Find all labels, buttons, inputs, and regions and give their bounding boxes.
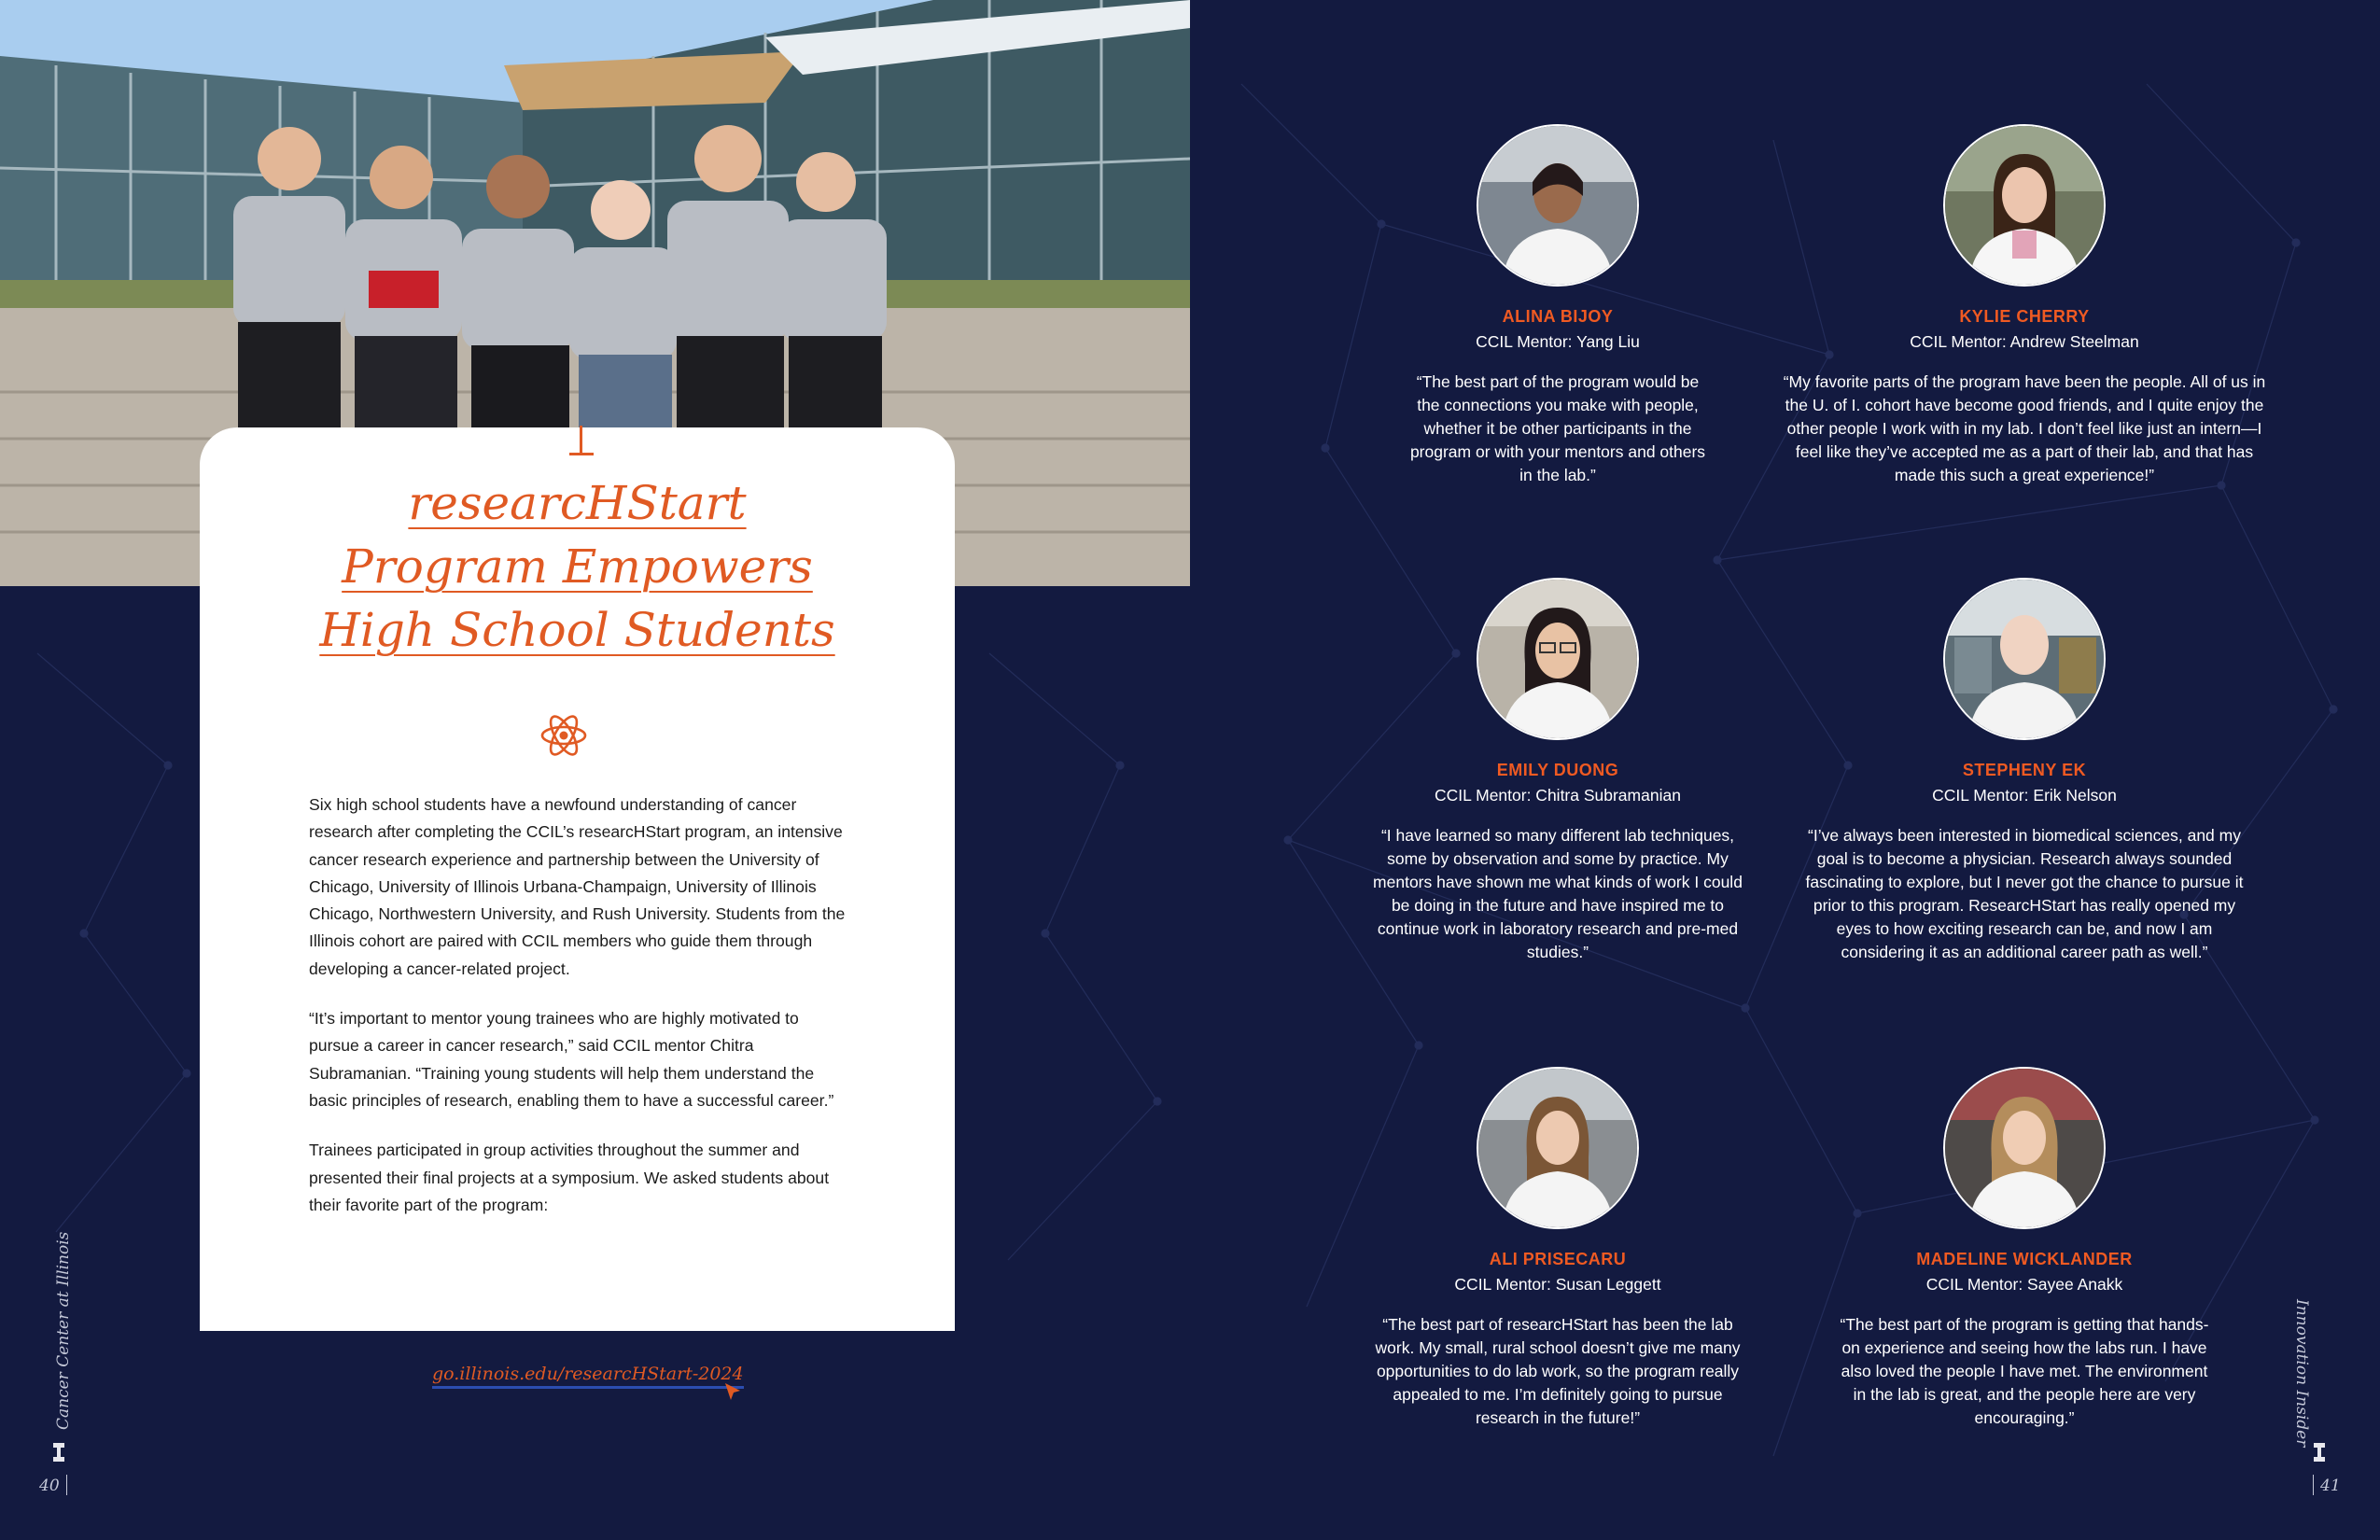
profile-emily-duong <box>1306 578 1810 964</box>
cursor-arrow-icon <box>723 1381 742 1402</box>
mentor-name: CCIL Mentor: Yang Liu <box>1476 332 1640 351</box>
headline-line-3: High School Students <box>319 603 835 657</box>
page-number-divider <box>2313 1475 2314 1495</box>
profile-kylie-cherry <box>1772 124 2276 487</box>
article-body <box>309 791 850 1241</box>
student-quote: “I’ve always been interested in biomedical sciences, and my goal is to become a physician. Research always sounded fascinating to explore, but I never got the chance to pursue it prior to this program. ResearcHStart has really opened my eyes to how exciting research can be, and now I am considering it as an additional career path as well.” <box>1805 826 2244 961</box>
avatar <box>1943 578 2106 740</box>
program-link[interactable]: go.illinois.edu/researcHStart-2024 <box>432 1364 744 1389</box>
card-notch-mark-base <box>569 453 594 455</box>
avatar <box>1943 124 2106 287</box>
headline-line-1: researcHStart <box>408 476 747 530</box>
right-publication-title: Innovation Insider <box>2292 1299 2311 1448</box>
article-paragraph-2: “It’s important to mentor young trainees who are highly motivated to pursue a career in cancer research,” said CCIL mentor Chitra Subramanian. “Training young students will help them understand the basic principles of research, enabling them to have a successful career.” <box>309 1009 834 1110</box>
right-page-number: 41 <box>2320 1477 2341 1495</box>
student-name: EMILY DUONG <box>1496 761 1619 779</box>
student-name: ALINA BIJOY <box>1502 307 1614 326</box>
student-quote: “My favorite parts of the program have been the people. All of us in the U. of I. cohort have become good friends, and I quite enjoy the other people I work with in my lab. I don’t feel like just an intern—I feel like they’ve accepted me as a part of their lab, and that has made this such a great experience!” <box>1783 372 2266 484</box>
page-number-divider <box>66 1475 67 1495</box>
card-notch-mark <box>580 426 582 454</box>
headline-line-2: Program Empowers <box>342 539 813 594</box>
mentor-name: CCIL Mentor: Sayee Anakk <box>1925 1275 2123 1294</box>
avatar <box>1943 1067 2106 1229</box>
mentor-name: CCIL Mentor: Andrew Steelman <box>1910 332 2139 351</box>
student-name: MADELINE WICKLANDER <box>1916 1250 2133 1268</box>
atom-icon <box>539 711 588 760</box>
article-headline <box>200 471 955 662</box>
student-name: ALI PRISECARU <box>1489 1250 1627 1268</box>
article-paragraph-1: Six high school students have a newfound understanding of cancer research after completing the CCIL’s researcHStart program, an intensive cancer research experience and partnership between the University of Chicago, University of Illinois Urbana-Champaign, University of Illinois Chicago, Northwestern University, and Rush University. Students from the Illinois cohort are paired with CCIL members who guide them through developing a cancer-related project. <box>309 795 846 978</box>
student-name: KYLIE CHERRY <box>1959 307 2090 326</box>
avatar <box>1477 578 1639 740</box>
avatar <box>1477 1067 1639 1229</box>
student-quote: “The best part of researcHStart has been the lab work. My small, rural school doesn’t give me many opportunities to do lab work, so the program really appealed to me. I’m definitely going to pursue research in the future!” <box>1375 1315 1741 1427</box>
student-quote: “The best part of the program would be the connections you make with people, whether it be other participants in the program or with your mentors and others in the lab.” <box>1409 372 1706 484</box>
student-quote: “I have learned so many different lab techniques, some by observation and some by practice. My mentors have shown me what kinds of work I could be doing in the future and have inspired me to continue work in laboratory research and pre-med studies.” <box>1373 826 1743 961</box>
profile-alina-bijoy <box>1306 124 1810 487</box>
left-publication-title: Cancer Center at Illinois <box>54 1231 73 1430</box>
profile-madeline-wicklander <box>1772 1067 2276 1430</box>
avatar <box>1477 124 1639 287</box>
mentor-name: CCIL Mentor: Susan Leggett <box>1454 1275 1661 1294</box>
mentor-name: CCIL Mentor: Chitra Subramanian <box>1435 786 1681 805</box>
mentor-name: CCIL Mentor: Erik Nelson <box>1932 786 2117 805</box>
profile-ali-prisecaru <box>1306 1067 1810 1430</box>
student-quote: “The best part of the program is getting that hands-on experience and seeing how the labs run. I have also loved the people I have met. The environment in the lab is great, and the people here are very encouraging.” <box>1840 1315 2209 1427</box>
article-paragraph-3: Trainees participated in group activities throughout the summer and presented their final projects at a symposium. We asked students about their favorite part of the program: <box>309 1141 830 1214</box>
illinois-i-logo-icon <box>2314 1443 2325 1462</box>
left-page-number: 40 <box>39 1477 60 1495</box>
profile-stepheny-ek <box>1772 578 2276 964</box>
student-name: STEPHENY EK <box>1962 761 2087 779</box>
illinois-i-logo-icon <box>53 1443 64 1462</box>
